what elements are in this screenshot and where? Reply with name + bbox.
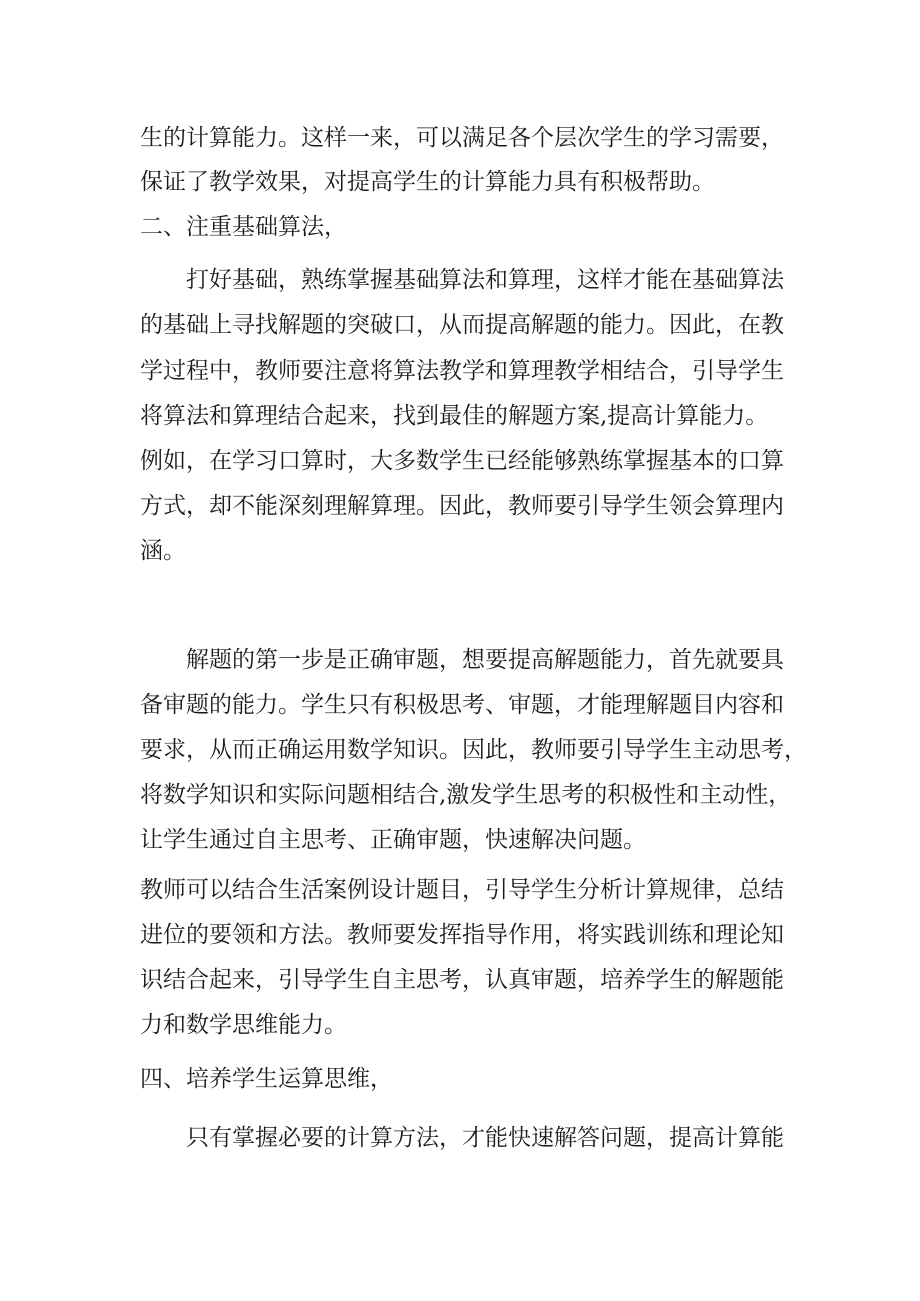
text-line: 的基础上寻找解题的突破口，从而提高解题的能力。因此，在教 [140,312,784,338]
text-line: 将数学知识和实际问题相结合,激发学生思考的积极性和主动性， [140,782,792,808]
text-line: 要求，从而正确运用数学知识。因此，教师要引导学生主动思考， [140,737,807,763]
text-line: 识结合起来，引导学生自主思考，认真审题，培养学生的解题能 [140,967,784,993]
text-line: 打好基础，熟练掌握基础算法和算理，这样才能在基础算法 [186,267,784,293]
text-line: 进位的要领和方法。教师要发挥指导作用，将实践训练和理论知 [140,922,784,948]
text-line: 方式，却不能深刻理解算理。因此，教师要引导学生领会算理内 [140,493,784,519]
text-line: 学过程中，教师要注意将算法教学和算理教学相结合，引导学生 [140,358,784,384]
text-line: 力和数学思维能力。 [140,1012,347,1038]
section-heading: 四、培养学生运算思维， [140,1066,393,1092]
text-line: 保证了教学效果，对提高学生的计算能力具有积极帮助。 [140,169,715,195]
text-line: 生的计算能力。这样一来，可以满足各个层次学生的学习需要， [140,125,784,151]
text-line: 备审题的能力。学生只有积极思考、审题，才能理解题目内容和 [140,692,784,718]
text-line: 教师可以结合生活案例设计题目，引导学生分析计算规律，总结 [140,877,784,903]
text-line: 只有掌握必要的计算方法，才能快速解答问题，提高计算能 [186,1125,784,1151]
text-line: 涵。 [140,538,186,564]
text-line: 解题的第一步是正确审题，想要提高解题能力，首先就要具 [186,647,784,673]
text-line: 将算法和算理结合起来，找到最佳的解题方案,提高计算能力。 [140,403,769,429]
section-heading: 二、注重基础算法， [140,214,347,240]
text-line: 例如，在学习口算时，大多数学生已经能够熟练掌握基本的口算 [140,448,784,474]
text-line: 让学生通过自主思考、正确审题，快速解决问题。 [140,827,646,853]
